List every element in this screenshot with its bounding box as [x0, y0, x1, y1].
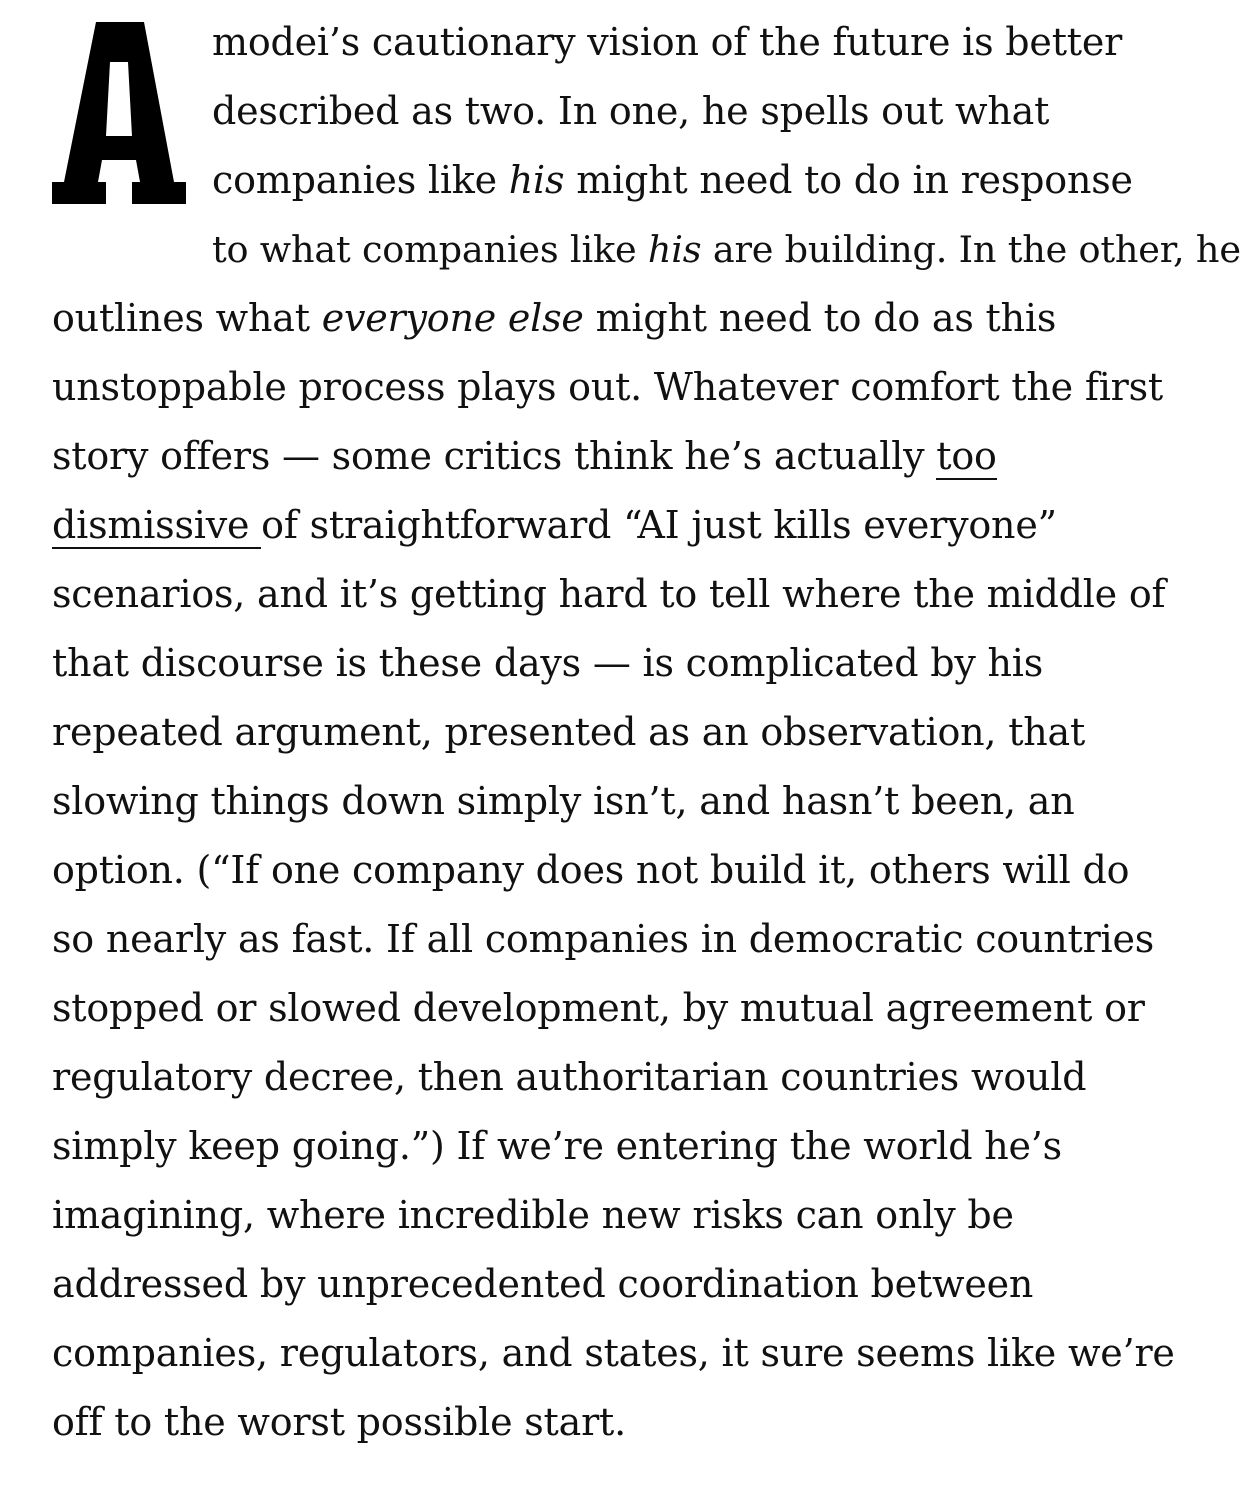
text-line: simply keep going.”) If we’re entering the world he’s: [52, 1124, 1062, 1168]
text-line: modei’s cautionary vision of the future is better: [212, 20, 1123, 64]
text-line: regulatory decree, then authoritarian countries would: [52, 1055, 1087, 1099]
drop-cap-glyph: [52, 22, 186, 204]
text-line: addressed by unprecedented coordination between: [52, 1262, 1034, 1306]
too-dismissive-link[interactable]: too: [936, 434, 997, 478]
text-line: to what companies like his are building. In the other, he: [212, 228, 1241, 271]
text-line: that discourse is these days — is complicated by his: [52, 641, 1043, 685]
text-line: dismissive of straightforward “AI just kills everyone”: [52, 503, 1057, 547]
text-line: described as two. In one, he spells out what: [212, 89, 1050, 133]
drop-cap: [52, 22, 186, 218]
text-line: option. (“If one company does not build it, others will do: [52, 848, 1130, 892]
text-line: so nearly as fast. If all companies in democratic countries: [52, 917, 1155, 961]
text-line: imagining, where incredible new risks can only be: [52, 1193, 1014, 1237]
text-line: slowing things down simply isn’t, and hasn’t been, an: [52, 779, 1075, 823]
text-line: scenarios, and it’s getting hard to tell where the middle of: [52, 572, 1166, 616]
text-line: repeated argument, presented as an observation, that: [52, 710, 1086, 754]
text-line: outlines what everyone else might need to do as this: [52, 296, 1057, 340]
text-line: unstoppable process plays out. Whatever comfort the first: [52, 365, 1163, 409]
emphasis: everyone else: [321, 296, 584, 340]
emphasis: his: [647, 228, 702, 271]
emphasis: his: [508, 158, 565, 202]
article-paragraph: [52, 8, 1241, 1457]
text-line: off to the worst possible start.: [52, 1400, 626, 1444]
text-line: companies like his might need to do in response: [212, 158, 1133, 202]
text-line: story offers — some critics think he’s actually too: [52, 434, 997, 478]
text-line: companies, regulators, and states, it sure seems like we’re: [52, 1331, 1175, 1375]
text-line: stopped or slowed development, by mutual agreement or: [52, 986, 1145, 1030]
too-dismissive-link[interactable]: dismissive: [52, 503, 262, 547]
